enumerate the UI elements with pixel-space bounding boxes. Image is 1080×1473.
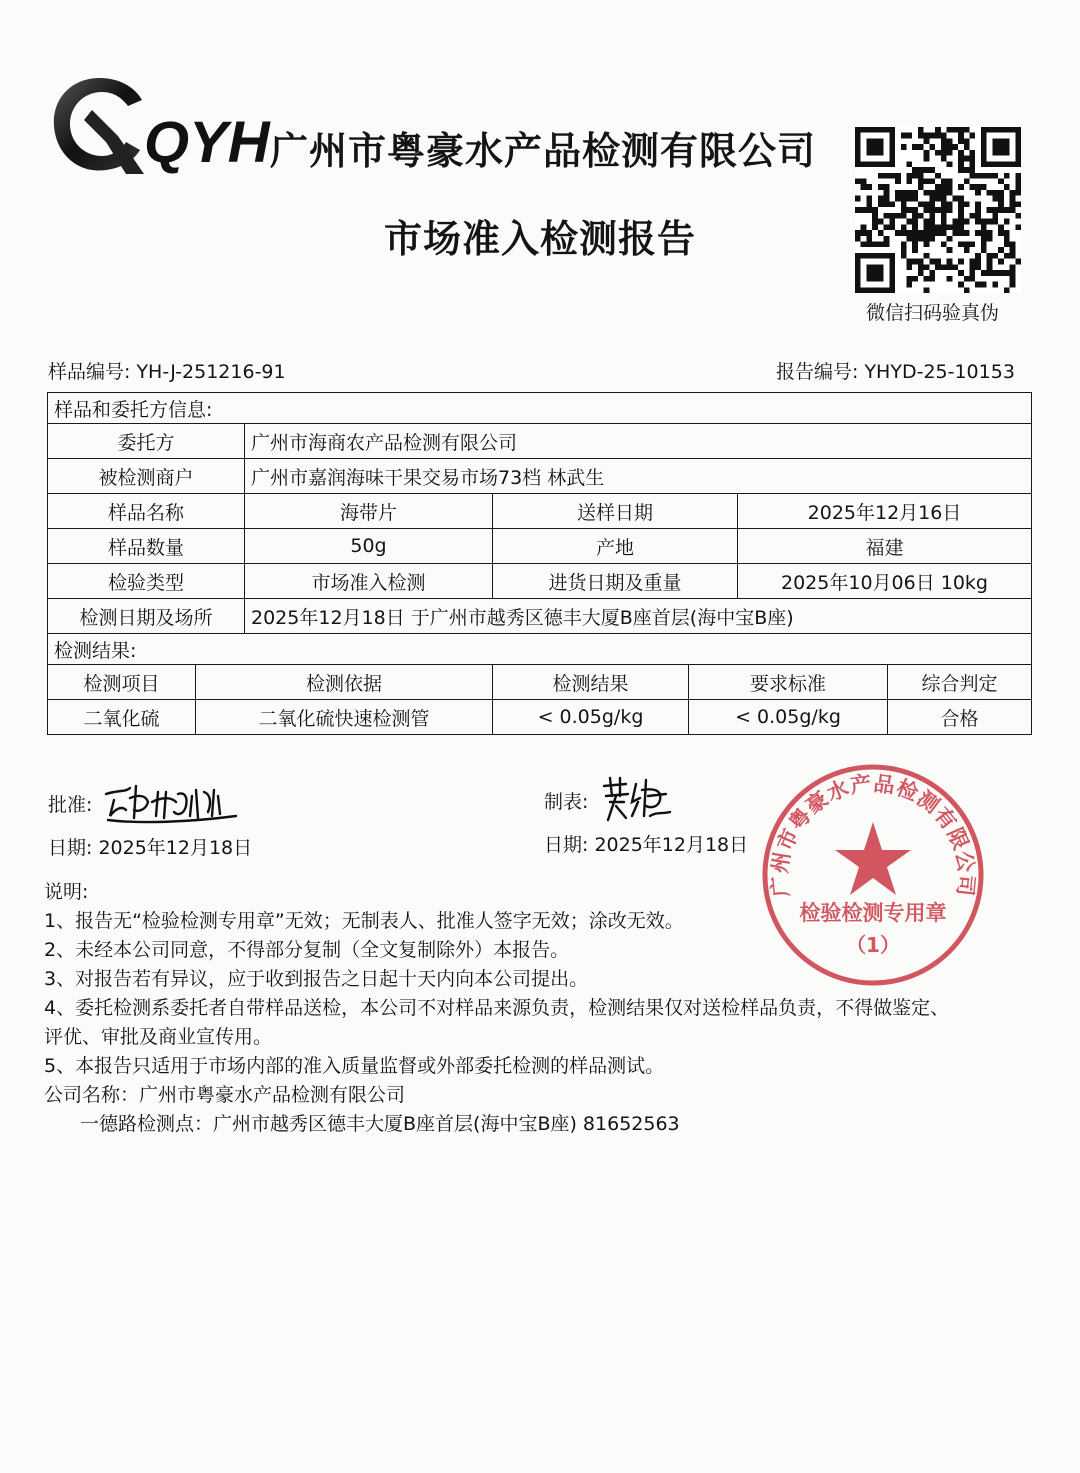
table-row: [48, 599, 1032, 634]
results-header-row: [48, 665, 1032, 700]
column-header: 检测结果: [493, 665, 689, 700]
note-item: 2、未经本公司同意，不得部分复制（全文复制除外）本报告。: [44, 939, 570, 961]
result-cell: 二氧化硫快速检测管: [196, 700, 493, 735]
prepare-label: 制表:: [544, 791, 589, 813]
qr-caption: 微信扫码验真伪: [866, 302, 1000, 324]
origin-label: 产地: [493, 529, 738, 564]
purchase-value: 2025年10月06日 10kg: [738, 564, 1032, 599]
info-section-row: [48, 393, 1032, 424]
column-header: 要求标准: [689, 665, 888, 700]
merchant-value: 广州市嘉润海味干果交易市场73档 林武生: [245, 459, 1032, 494]
merchant-label: 被检测商户: [48, 459, 245, 494]
prepare-date: 日期: 2025年12月18日: [544, 834, 749, 856]
test-type-label: 检验类型: [48, 564, 245, 599]
test-type-value: 市场准入检测: [245, 564, 493, 599]
result-cell: 合格: [888, 700, 1032, 735]
column-header: 综合判定: [888, 665, 1032, 700]
sample-qty-label: 样品数量: [48, 529, 245, 564]
note-item: 评优、审批及商业宣传用。: [44, 1026, 273, 1048]
origin-value: 福建: [738, 529, 1032, 564]
note-item: 5、本报告只适用于市场内部的准入质量监督或外部委托检测的样品测试。: [44, 1055, 665, 1077]
send-date-label: 送样日期: [493, 494, 738, 529]
send-date-value: 2025年12月16日: [738, 494, 1032, 529]
approver-signature: [100, 772, 240, 828]
result-cell: 二氧化硫: [48, 700, 196, 735]
report-number: [776, 357, 1015, 384]
info-section-label: 样品和委托方信息:: [48, 393, 1032, 424]
table-row: [48, 529, 1032, 564]
table-row: [48, 564, 1032, 599]
seal-inner-text: 检验检测专用章: [799, 901, 947, 925]
sample-name-label: 样品名称: [48, 494, 245, 529]
official-seal: [758, 760, 988, 990]
test-place-value: 2025年12月18日 于广州市越秀区德丰大厦B座首层(海中宝B座): [245, 599, 1032, 634]
company-line: 公司名称：广州市粤豪水产品检测有限公司: [44, 1084, 406, 1106]
sample-number-label: 样品编号:: [48, 361, 131, 383]
results-section-label: 检测结果:: [48, 634, 1032, 665]
address-line: 一德路检测点：广州市越秀区德丰大厦B座首层(海中宝B座) 81652563: [80, 1113, 680, 1135]
approve-date: 日期: 2025年12月18日: [48, 837, 253, 859]
seal-ring-textpath: 广州市粤豪水产品检测有限公司: [767, 771, 979, 898]
note-item: 3、对报告若有异议，应于收到报告之日起十天内向本公司提出。: [44, 968, 589, 990]
sample-qty-value: 50g: [245, 529, 493, 564]
client-label: 委托方: [48, 424, 245, 459]
purchase-label: 进货日期及重量: [493, 564, 738, 599]
logo-text: QYH: [144, 110, 270, 175]
approve-label: 批准:: [48, 794, 93, 816]
table-row: [48, 459, 1032, 494]
column-header: 检测依据: [196, 665, 493, 700]
table-row: [48, 700, 1032, 735]
sample-name-value: 海带片: [245, 494, 493, 529]
sample-number: [48, 357, 286, 384]
notes-title: 说明:: [44, 881, 89, 903]
seal-star: [835, 822, 911, 895]
test-place-label: 检测日期及场所: [48, 599, 245, 634]
note-item: 1、报告无“检验检测专用章”无效；无制表人、批准人签字无效；涂改无效。: [44, 910, 684, 932]
column-header: 检测项目: [48, 665, 196, 700]
note-item: 4、委托检测系委托者自带样品送检，本公司不对样品来源负责，检测结果仅对送检样品负责，不得做鉴定、: [44, 997, 950, 1019]
company-name: 广州市粤豪水产品检测有限公司: [270, 129, 817, 173]
report-number-label: 报告编号:: [776, 361, 859, 383]
result-cell: < 0.05g/kg: [689, 700, 888, 735]
company-logo: [48, 70, 270, 180]
table-row: [48, 494, 1032, 529]
report-number-value: YHYD-25-10153: [864, 361, 1015, 383]
report-table: [47, 392, 1032, 735]
seal-number: （1）: [846, 933, 900, 957]
qr-code[interactable]: [855, 127, 1021, 293]
result-cell: < 0.05g/kg: [493, 700, 689, 735]
sample-number-value: YH-J-251216-91: [136, 361, 286, 383]
results-section-row: [48, 634, 1032, 665]
report-title: 市场准入检测报告: [384, 217, 697, 261]
table-row: [48, 424, 1032, 459]
preparer-signature: [596, 772, 676, 826]
client-value: 广州市海商农产品检测有限公司: [245, 424, 1032, 459]
